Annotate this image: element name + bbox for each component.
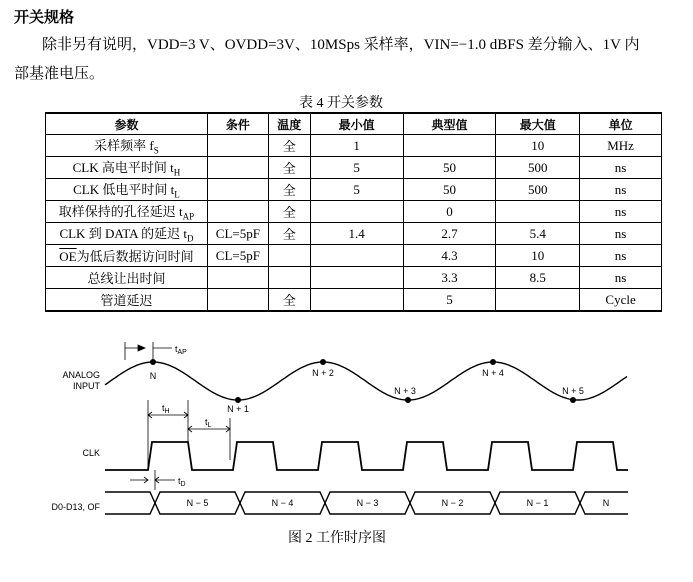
unit-cell: ns bbox=[580, 245, 662, 267]
min-cell bbox=[310, 289, 403, 312]
table-row bbox=[46, 267, 662, 289]
param-cell bbox=[46, 267, 208, 289]
param-text: 取样保持的孔径延迟 t bbox=[58, 204, 183, 220]
param-cell bbox=[46, 245, 208, 267]
typ-cell: 0 bbox=[403, 201, 496, 223]
analog-sine-wave bbox=[105, 362, 627, 400]
min-cell: 5 bbox=[310, 157, 403, 179]
condition-cell bbox=[207, 201, 268, 223]
tap-label: $t_{AP}$ bbox=[175, 344, 187, 356]
param-text: CLK 到 DATA 的延迟 t bbox=[59, 226, 187, 242]
min-cell bbox=[310, 267, 403, 289]
figure-caption: 图 2 工作时序图 bbox=[288, 531, 386, 546]
sample-point bbox=[235, 397, 241, 403]
condition-cell bbox=[207, 135, 268, 157]
param-cell bbox=[46, 135, 208, 157]
temperature-cell: 全 bbox=[268, 289, 310, 312]
param-text: CLK 低电平时间 t bbox=[73, 182, 175, 198]
temperature-cell bbox=[268, 245, 310, 267]
header-typ: 典型值 bbox=[403, 113, 496, 135]
typ-cell: 4.3 bbox=[403, 245, 496, 267]
timing-diagram bbox=[0, 330, 693, 525]
header-param: 参数 bbox=[46, 113, 208, 135]
analog-input-label-1: ANALOG bbox=[62, 370, 100, 380]
table-caption: 表 4 开关参数 bbox=[299, 96, 383, 111]
table-row bbox=[46, 157, 662, 179]
param-cell bbox=[46, 157, 208, 179]
typ-cell: 50 bbox=[403, 179, 496, 201]
param-subscript: AP bbox=[182, 211, 195, 222]
data-bus-segment-label: N − 4 bbox=[271, 498, 294, 508]
temperature-cell: 全 bbox=[268, 201, 310, 223]
table-row bbox=[46, 201, 662, 223]
min-cell bbox=[310, 245, 403, 267]
temperature-cell bbox=[268, 267, 310, 289]
unit-cell: ns bbox=[580, 179, 662, 201]
table-row bbox=[46, 245, 662, 267]
condition-cell bbox=[207, 267, 268, 289]
sample-point-label: N + 1 bbox=[227, 404, 249, 414]
param-cell bbox=[46, 179, 208, 201]
sample-point-label: N + 5 bbox=[562, 386, 584, 396]
condition-cell: CL=5pF bbox=[207, 223, 268, 245]
intro-line-2: 部基准电压。 bbox=[14, 66, 105, 82]
max-cell: 5.4 bbox=[496, 223, 580, 245]
param-subscript: D bbox=[186, 233, 194, 244]
condition-cell bbox=[207, 157, 268, 179]
sample-point-label: N bbox=[149, 371, 157, 381]
condition-cell bbox=[207, 289, 268, 312]
unit-cell: ns bbox=[580, 267, 662, 289]
max-cell: 500 bbox=[496, 179, 580, 201]
sample-point bbox=[490, 359, 496, 365]
header-condition: 条件 bbox=[207, 113, 268, 135]
sample-point-label: N + 4 bbox=[482, 368, 504, 378]
data-bus-segment-label: N − 1 bbox=[526, 498, 549, 508]
sample-point bbox=[320, 359, 326, 365]
header-max: 最大值 bbox=[496, 113, 580, 135]
typ-cell: 50 bbox=[403, 157, 496, 179]
param-text: CLK 高电平时间 t bbox=[72, 160, 174, 176]
header-temperature: 温度 bbox=[268, 113, 310, 135]
max-cell: 8.5 bbox=[496, 267, 580, 289]
sample-point bbox=[405, 397, 411, 403]
param-text: 总线让出时间 bbox=[87, 271, 166, 286]
data-bus-segment bbox=[105, 492, 155, 514]
param-subscript: L bbox=[174, 189, 180, 200]
intro-paragraph bbox=[14, 31, 674, 89]
param-subscript: H bbox=[173, 167, 181, 178]
max-cell: 10 bbox=[496, 245, 580, 267]
typ-cell: 3.3 bbox=[403, 267, 496, 289]
table-header-row bbox=[46, 113, 662, 135]
param-subscript: S bbox=[153, 145, 159, 156]
sample-point bbox=[570, 397, 576, 403]
temperature-cell: 全 bbox=[268, 223, 310, 245]
table-row bbox=[46, 223, 662, 245]
temperature-cell: 全 bbox=[268, 157, 310, 179]
param-text: 管道延迟 bbox=[100, 293, 153, 308]
data-bus-segment-label: N bbox=[602, 498, 610, 508]
td-arrow-icon bbox=[130, 477, 175, 483]
unit-cell: Cycle bbox=[580, 289, 662, 312]
condition-cell bbox=[207, 179, 268, 201]
temperature-cell: 全 bbox=[268, 179, 310, 201]
data-bus-segment-label: N − 2 bbox=[441, 498, 464, 508]
param-text: 采样频率 f bbox=[94, 138, 154, 154]
min-cell: 1 bbox=[310, 135, 403, 157]
tl-label: $t_L$ bbox=[205, 417, 212, 429]
typ-cell: 2.7 bbox=[403, 223, 496, 245]
max-cell bbox=[496, 289, 580, 312]
min-cell: 1.4 bbox=[310, 223, 403, 245]
data-bus-segment-label: N − 3 bbox=[356, 498, 379, 508]
min-cell: 5 bbox=[310, 179, 403, 201]
switching-parameters-table bbox=[45, 112, 662, 312]
section-heading: 开关规格 bbox=[14, 8, 75, 26]
clk-waveform bbox=[105, 442, 628, 470]
tap-arrow-icon bbox=[125, 345, 145, 351]
intro-line-1: 除非另有说明，VDD=3 V、OVDD=3V、10MSps 采样率，VIN=−1.0 dBFS 差分输入、1V 内 bbox=[42, 37, 640, 53]
max-cell: 500 bbox=[496, 157, 580, 179]
min-cell bbox=[310, 201, 403, 223]
unit-cell: ns bbox=[580, 223, 662, 245]
param-text: $\overline{OE}$为低后数据访问时间 bbox=[59, 249, 194, 264]
param-cell bbox=[46, 223, 208, 245]
header-min: 最小值 bbox=[310, 113, 403, 135]
condition-cell: CL=5pF bbox=[207, 245, 268, 267]
data-bus-label: D0-D13, OF bbox=[51, 502, 100, 512]
sample-point-label: N + 3 bbox=[394, 386, 416, 396]
th-label: $t_H$ bbox=[162, 403, 170, 415]
temperature-cell: 全 bbox=[268, 135, 310, 157]
max-cell: 10 bbox=[496, 135, 580, 157]
typ-cell bbox=[403, 135, 496, 157]
sample-point-label: N + 2 bbox=[312, 368, 334, 378]
data-bus-segment-label: N − 5 bbox=[186, 498, 209, 508]
unit-cell: MHz bbox=[580, 135, 662, 157]
max-cell bbox=[496, 201, 580, 223]
unit-cell: ns bbox=[580, 201, 662, 223]
table-row bbox=[46, 135, 662, 157]
typ-cell: 5 bbox=[403, 289, 496, 312]
unit-cell: ns bbox=[580, 157, 662, 179]
td-label: $t_D$ bbox=[178, 476, 186, 488]
table-row bbox=[46, 289, 662, 312]
table-row bbox=[46, 179, 662, 201]
param-cell bbox=[46, 289, 208, 312]
clk-label: CLK bbox=[82, 448, 100, 458]
analog-input-label-2: INPUT bbox=[73, 381, 100, 391]
param-cell bbox=[46, 201, 208, 223]
header-unit: 单位 bbox=[580, 113, 662, 135]
